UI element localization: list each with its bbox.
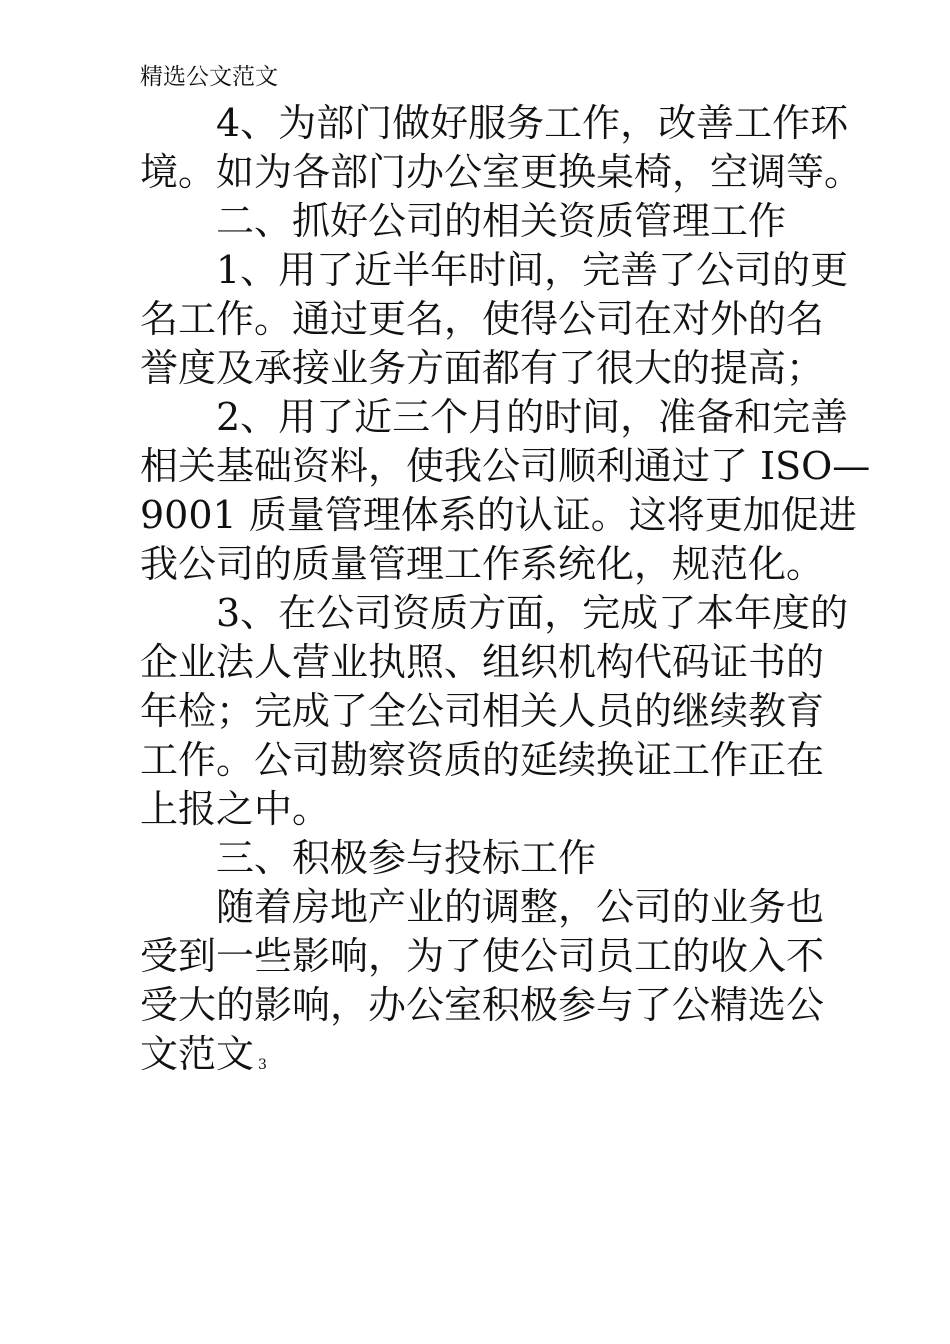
page-header-title: 精选公文范文 <box>140 64 278 90</box>
body-line-15: 上报之中。 <box>140 787 331 831</box>
body-line-19: 受大的影响，办公室积极参与了公精选公 <box>140 983 825 1027</box>
body-line-12: 企业法人营业执照、组织机构代码证书的 <box>140 640 825 684</box>
body-line-18: 受到一些影响，为了使公司员工的收入不 <box>140 934 825 978</box>
body-line-4: 1、用了近半年时间，完善了公司的更 <box>216 248 849 292</box>
body-line-9: 9001 质量管理体系的认证。这将更加促进 <box>140 493 857 537</box>
body-line-11: 3、在公司资质方面，完成了本年度的 <box>216 591 849 635</box>
body-line-5: 名工作。通过更名，使得公司在对外的名 <box>140 297 825 341</box>
page-number: 3 <box>258 1057 267 1073</box>
section-heading-3: 三、积极参与投标工作 <box>216 836 597 880</box>
body-line-6: 誉度及承接业务方面都有了很大的提高； <box>140 346 825 390</box>
body-line-14: 工作。公司勘察资质的延续换证工作正在 <box>140 738 825 782</box>
body-line-8: 相关基础资料，使我公司顺利通过了 ISO— <box>140 444 871 488</box>
body-line-7: 2、用了近三个月的时间，准备和完善 <box>216 395 849 439</box>
body-line-13: 年检；完成了全公司相关人员的继续教育 <box>140 689 825 733</box>
body-line-2: 境。如为各部门办公室更换桌椅，空调等。 <box>140 150 863 194</box>
body-line-10: 我公司的质量管理工作系统化，规范化。 <box>140 542 825 586</box>
body-line-1: 4、为部门做好服务工作，改善工作环 <box>216 101 849 145</box>
section-heading-2: 二、抓好公司的相关资质管理工作 <box>216 199 787 243</box>
body-line-17: 随着房地产业的调整，公司的业务也 <box>216 885 825 929</box>
body-line-20 <box>140 1029 267 1090</box>
body-line-20-text: 文范文 <box>140 1032 255 1076</box>
